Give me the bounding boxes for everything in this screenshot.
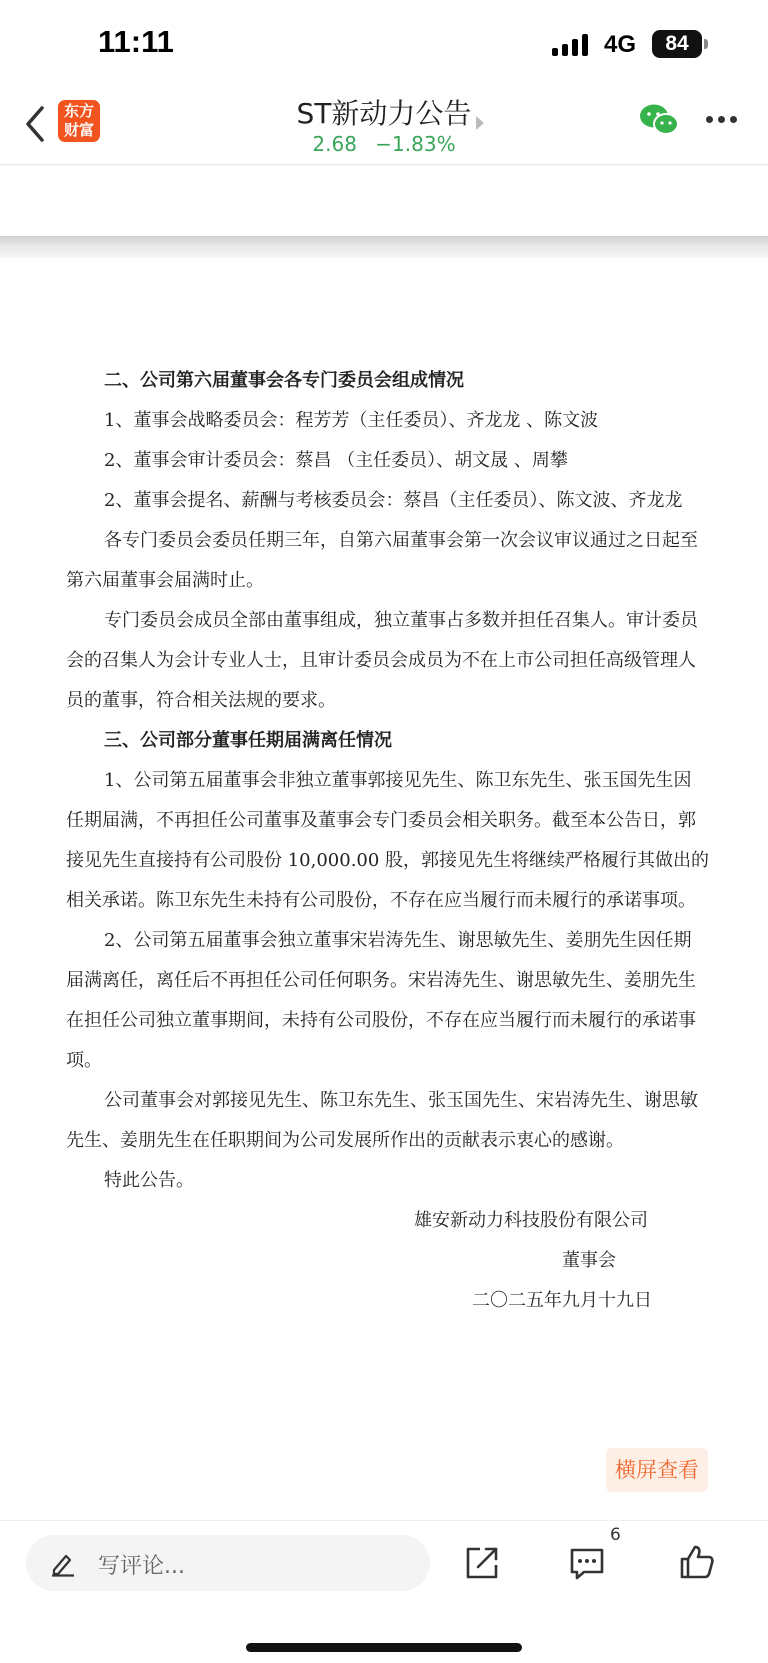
closing-text: 特此公告。 — [104, 1170, 194, 1191]
pen-icon — [50, 1551, 76, 1577]
page-title[interactable]: ST新动力公告 — [296, 97, 472, 130]
section2-heading: 二、公司第六届董事会各专门委员会组成情况 — [104, 370, 464, 391]
company-name: 雄安新动力科技股份有限公司 — [414, 1210, 648, 1231]
like-icon[interactable] — [678, 1543, 716, 1581]
battery-tip — [704, 39, 708, 49]
comment-input[interactable] — [26, 1535, 430, 1591]
comment-placeholder: 写评论... — [98, 1554, 185, 1579]
item1-line1: 1、公司第五届董事会非独立董事郭接见先生、陈卫东先生、张玉国先生因 — [104, 770, 692, 791]
committee-audit: 2、董事会审计委员会：蔡昌 （主任委员）、胡文晟 、周攀 — [104, 450, 568, 471]
section3-heading: 三、公司部分董事任期届满离任情况 — [104, 730, 392, 751]
page-separator — [0, 236, 768, 258]
thanks-line1: 公司董事会对郭接见先生、陈卫东先生、张玉国先生、宋岩涛先生、谢思敏 — [104, 1090, 698, 1111]
logo-line1: 东方 — [63, 102, 94, 120]
item2-line1: 2、公司第五届董事会独立董事宋岩涛先生、谢思敏先生、姜朋先生因任期 — [104, 930, 692, 951]
bottom-bar — [0, 1520, 768, 1663]
members-paragraph-line3: 员的董事，符合相关法规的要求。 — [66, 690, 336, 711]
network-type: 4G — [604, 31, 637, 58]
share-icon[interactable] — [464, 1545, 500, 1581]
item1-line2: 任期届满，不再担任公司董事及董事会专门委员会相关职务。截至本公告日，郭 — [66, 810, 696, 831]
item2-line3: 在担任公司独立董事期间，未持有公司股份，不存在应当履行而未履行的承诺事 — [66, 1010, 696, 1031]
item1-line3: 接见先生直接持有公司股份 10,000.00 股，郭接见先生将继续严格履行其做出的 — [66, 850, 710, 871]
members-paragraph-line2: 会的召集人为会计专业人士，且审计委员会成员为不在上市公司担任高级管理人 — [66, 650, 696, 671]
status-bar — [0, 0, 768, 90]
logo-line2: 财富 — [63, 121, 94, 139]
term-paragraph-line1: 各专门委员会委员任期三年，自第六届董事会第一次会议审议通过之日起至 — [104, 530, 698, 551]
item2-line2: 届满离任，离任后不再担任公司任何职务。宋岩涛先生、谢思敏先生、姜朋先生 — [66, 970, 696, 991]
battery-icon: 84 — [652, 30, 702, 58]
thanks-line2: 先生、姜朋先生在任职期间为公司发展所作出的贡献表示衷心的感谢。 — [66, 1130, 624, 1151]
header — [0, 90, 768, 165]
landscape-view-button[interactable]: 横屏查看 — [606, 1448, 708, 1492]
committee-nomination: 2、董事会提名、薪酬与考核委员会：蔡昌（主任委员）、陈文波、齐龙龙 — [104, 490, 683, 511]
more-icon[interactable] — [706, 116, 738, 124]
term-paragraph-line2: 第六届董事会届满时止。 — [66, 570, 264, 591]
title-arrow-icon[interactable] — [476, 116, 484, 130]
announcement-date: 二〇二五年九月十九日 — [472, 1290, 652, 1311]
signal-icon — [552, 34, 592, 56]
stock-change: −1.83% — [375, 132, 456, 156]
wechat-share-icon[interactable] — [638, 102, 680, 138]
item1-line4: 相关承诺。陈卫东先生未持有公司股份，不存在应当履行而未履行的承诺事项。 — [66, 890, 696, 911]
home-indicator — [246, 1643, 522, 1652]
stock-price: 2.68 — [312, 132, 357, 156]
board-name: 董事会 — [562, 1250, 616, 1271]
status-time: 11:11 — [98, 24, 174, 59]
comment-icon[interactable] — [568, 1545, 606, 1583]
members-paragraph-line1: 专门委员会成员全部由董事组成，独立董事占多数并担任召集人。审计委员 — [104, 610, 698, 631]
committee-strategy: 1、董事会战略委员会：程芳芳（主任委员）、齐龙龙 、陈文波 — [104, 410, 599, 431]
comment-count: 6 — [610, 1525, 621, 1545]
item2-line4: 项。 — [66, 1050, 102, 1071]
